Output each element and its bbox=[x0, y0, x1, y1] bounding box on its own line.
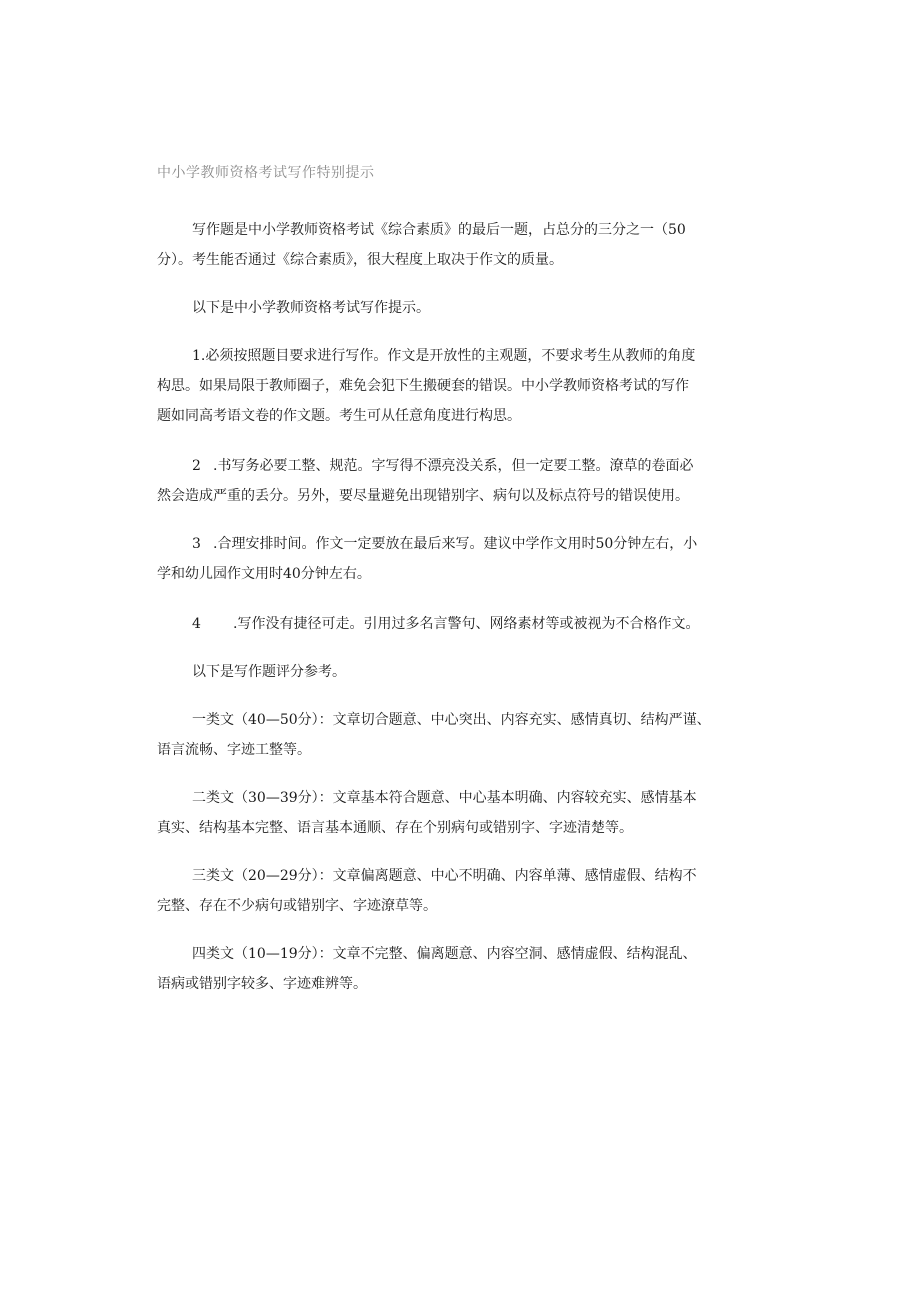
tip-3-line-2: 学和幼儿园作文用时40分钟左右。 bbox=[157, 566, 371, 582]
intro-line-1: 写作题是中小学教师资格考试《综合素质》的最后一题，占总分的三分之一（50 bbox=[192, 222, 686, 238]
grading-heading: 以下是写作题评分参考。 bbox=[192, 664, 346, 680]
grade-3-line-1: 三类文（20—29分）：文章偏离题意、中心不明确、内容单薄、感情虚假、结构不 bbox=[192, 868, 697, 884]
grade-2-line-2: 真实、结构基本完整、语言基本通顺、存在个别病句或错别字、字迹清楚等。 bbox=[157, 820, 633, 836]
tip-3-line-1: .合理安排时间。作文一定要放在最后来写。建议中学作文用时50分钟左右，小 bbox=[213, 536, 698, 552]
tip-4-line-1: .写作没有捷径可走。引用过多名言警句、网络素材等或被视为不合格作文。 bbox=[233, 616, 700, 632]
tip-1-line-3: 题如同高考语文卷的作文题。考生可从任意角度进行构思。 bbox=[157, 408, 521, 424]
grade-1-line-2: 语言流畅、字迹工整等。 bbox=[157, 742, 311, 758]
document-title: 中小学教师资格考试写作特别提示 bbox=[157, 165, 375, 181]
grade-2-line-1: 二类文（30—39分）：文章基本符合题意、中心基本明确、内容较充实、感情基本 bbox=[192, 790, 697, 806]
grade-3-line-2: 完整、存在不少病句或错别字、字迹潦草等。 bbox=[157, 898, 437, 914]
tip-1-line-2: 构思。如果局限于教师圈子，难免会犯下生搬硬套的错误。中小学教师资格考试的写作 bbox=[157, 378, 689, 394]
tip-2-line-2: 然会造成严重的丢分。另外，要尽量避免出现错别字、病句以及标点符号的错误使用。 bbox=[157, 488, 689, 504]
grade-1-line-1: 一类文（40—50分）：文章切合题意、中心突出、内容充实、感情真切、结构严谨、 bbox=[192, 712, 711, 728]
tips-heading: 以下是中小学教师资格考试写作提示。 bbox=[192, 300, 430, 316]
intro-line-2: 分）。考生能否通过《综合素质》，很大程度上取决于作文的质量。 bbox=[157, 252, 563, 268]
grade-4-line-1: 四类文（10—19分）：文章不完整、偏离题意、内容空洞、感情虚假、结构混乱、 bbox=[192, 946, 697, 962]
tip-2-number: 2 bbox=[192, 458, 201, 474]
tip-4-number: 4 bbox=[192, 616, 201, 632]
tip-2-line-1: .书写务必要工整、规范。字写得不漂亮没关系，但一定要工整。潦草的卷面必 bbox=[213, 458, 694, 474]
tip-3-number: 3 bbox=[192, 536, 201, 552]
tip-1-line-1: 1.必须按照题目要求进行写作。作文是开放性的主观题，不要求考生从教师的角度 bbox=[192, 348, 696, 364]
grade-4-line-2: 语病或错别字较多、字迹难辨等。 bbox=[157, 976, 367, 992]
